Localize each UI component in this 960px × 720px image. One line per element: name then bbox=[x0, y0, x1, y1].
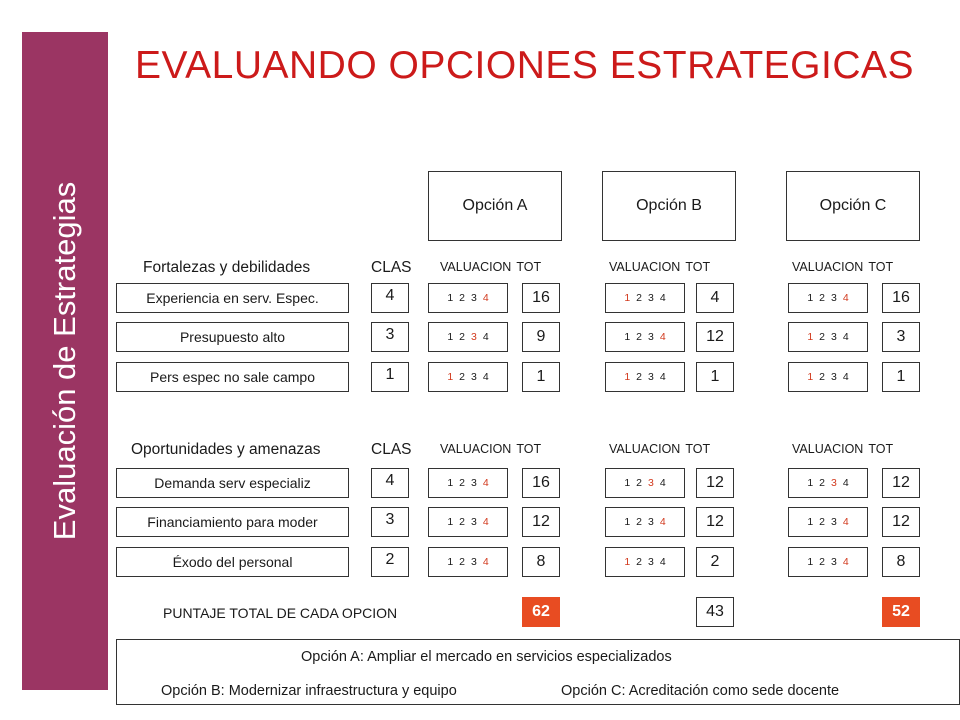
clas-value: 4 bbox=[371, 283, 409, 313]
valuacion-tot-header bbox=[609, 442, 710, 456]
tot-label: TOT bbox=[685, 442, 711, 456]
valuacion-tot-header bbox=[609, 260, 710, 274]
scale-digit: 3 bbox=[831, 516, 837, 528]
option-total-cell: 12 bbox=[696, 507, 734, 537]
rating-scale bbox=[788, 362, 868, 392]
scale-digit: 1 bbox=[807, 371, 814, 383]
scale-digit: 4 bbox=[842, 331, 849, 343]
option-header-b: Opción B bbox=[602, 171, 736, 241]
option-total-cell: 9 bbox=[522, 322, 560, 352]
scale-digit: 1 bbox=[447, 477, 454, 489]
valuacion-label: VALUACION bbox=[792, 260, 864, 274]
valuacion-label: VALUACION bbox=[609, 260, 681, 274]
page-title: EVALUANDO OPCIONES ESTRATEGICAS bbox=[135, 44, 915, 87]
scale-digit: 1 bbox=[807, 331, 814, 343]
scale-digit: 2 bbox=[459, 477, 465, 489]
scale-digit: 2 bbox=[459, 371, 465, 383]
valuacion-tot-header bbox=[792, 442, 893, 456]
scale-digit: 4 bbox=[482, 556, 489, 568]
scale-digit: 1 bbox=[807, 556, 814, 568]
scale-digit: 2 bbox=[636, 477, 642, 489]
clas-value: 1 bbox=[371, 362, 409, 392]
total-score-label: PUNTAJE TOTAL DE CADA OPCION bbox=[163, 605, 398, 621]
valuacion-tot-header bbox=[440, 260, 541, 274]
option-total-cell: 16 bbox=[882, 283, 920, 313]
option-total-cell: 2 bbox=[696, 547, 734, 577]
scale-digit: 3 bbox=[831, 292, 837, 304]
scale-digit: 1 bbox=[447, 516, 454, 528]
option-total-cell: 12 bbox=[882, 468, 920, 498]
scale-digit: 4 bbox=[842, 556, 849, 568]
scale-digit: 1 bbox=[624, 292, 631, 304]
rating-scale bbox=[605, 507, 685, 537]
section-header: Oportunidades y amenazas bbox=[131, 441, 321, 458]
scale-digit: 1 bbox=[447, 556, 454, 568]
tot-label: TOT bbox=[868, 260, 894, 274]
clas-value: 3 bbox=[371, 322, 409, 352]
legend-option-b: Opción B: Modernizar infraestructura y equipo bbox=[161, 683, 457, 699]
scale-digit: 4 bbox=[659, 331, 666, 343]
scale-digit: 4 bbox=[482, 331, 489, 343]
scale-digit: 2 bbox=[819, 371, 825, 383]
scale-digit: 2 bbox=[636, 331, 642, 343]
total-score-b: 43 bbox=[696, 597, 734, 627]
option-total-cell: 8 bbox=[882, 547, 920, 577]
scale-digit: 3 bbox=[831, 556, 837, 568]
scale-digit: 3 bbox=[648, 516, 654, 528]
rating-scale bbox=[788, 547, 868, 577]
scale-digit: 2 bbox=[459, 516, 465, 528]
scale-digit: 4 bbox=[842, 292, 849, 304]
scale-digit: 2 bbox=[636, 371, 642, 383]
rating-scale bbox=[605, 283, 685, 313]
scale-digit: 1 bbox=[447, 292, 454, 304]
scale-digit: 1 bbox=[624, 477, 631, 489]
valuacion-tot-header bbox=[792, 260, 893, 274]
rating-scale bbox=[428, 547, 508, 577]
criterion-label: Financiamiento para moder bbox=[116, 507, 349, 537]
scale-digit: 2 bbox=[459, 292, 465, 304]
scale-digit: 2 bbox=[636, 292, 642, 304]
rating-scale bbox=[788, 468, 868, 498]
option-total-cell: 12 bbox=[522, 507, 560, 537]
scale-digit: 4 bbox=[842, 477, 849, 489]
scale-digit: 4 bbox=[482, 516, 489, 528]
scale-digit: 2 bbox=[459, 556, 465, 568]
clas-header: CLAS bbox=[371, 441, 412, 458]
option-total-cell: 12 bbox=[882, 507, 920, 537]
scale-digit: 3 bbox=[471, 371, 477, 383]
valuacion-label: VALUACION bbox=[440, 260, 512, 274]
scale-digit: 4 bbox=[842, 516, 849, 528]
scale-digit: 3 bbox=[648, 371, 654, 383]
option-total-cell: 12 bbox=[696, 322, 734, 352]
valuacion-label: VALUACION bbox=[609, 442, 681, 456]
scale-digit: 3 bbox=[831, 477, 837, 489]
option-total-cell: 1 bbox=[882, 362, 920, 392]
tot-label: TOT bbox=[685, 260, 711, 274]
total-score-c: 52 bbox=[882, 597, 920, 627]
scale-digit: 4 bbox=[482, 292, 489, 304]
clas-value: 3 bbox=[371, 507, 409, 537]
scale-digit: 3 bbox=[831, 331, 837, 343]
sidebar-label: Evaluación de Estrategias bbox=[47, 181, 82, 541]
criterion-label: Experiencia en serv. Espec. bbox=[116, 283, 349, 313]
scale-digit: 4 bbox=[482, 477, 489, 489]
scale-digit: 2 bbox=[819, 292, 825, 304]
rating-scale bbox=[605, 322, 685, 352]
option-total-cell: 1 bbox=[522, 362, 560, 392]
scale-digit: 2 bbox=[819, 477, 825, 489]
scale-digit: 2 bbox=[636, 516, 642, 528]
section-header: Fortalezas y debilidades bbox=[143, 259, 311, 276]
scale-digit: 4 bbox=[659, 292, 666, 304]
option-header-a: Opción A bbox=[428, 171, 562, 241]
scale-digit: 2 bbox=[819, 556, 825, 568]
option-total-cell: 4 bbox=[696, 283, 734, 313]
scale-digit: 1 bbox=[624, 371, 631, 383]
scale-digit: 1 bbox=[447, 371, 454, 383]
scale-digit: 2 bbox=[819, 331, 825, 343]
rating-scale bbox=[428, 322, 508, 352]
criterion-label: Demanda serv especializ bbox=[116, 468, 349, 498]
rating-scale bbox=[428, 468, 508, 498]
clas-value: 2 bbox=[371, 547, 409, 577]
scale-digit: 4 bbox=[659, 516, 666, 528]
scale-digit: 3 bbox=[471, 292, 477, 304]
scale-digit: 3 bbox=[648, 331, 654, 343]
scale-digit: 3 bbox=[648, 556, 654, 568]
rating-scale bbox=[788, 283, 868, 313]
legend-option-a: Opción A: Ampliar el mercado en servicios especializados bbox=[301, 649, 672, 665]
scale-digit: 1 bbox=[624, 556, 631, 568]
scale-digit: 3 bbox=[648, 292, 654, 304]
option-total-cell: 3 bbox=[882, 322, 920, 352]
rating-scale bbox=[605, 362, 685, 392]
scale-digit: 3 bbox=[648, 477, 654, 489]
scale-digit: 3 bbox=[471, 477, 477, 489]
rating-scale bbox=[605, 547, 685, 577]
scale-digit: 1 bbox=[447, 331, 454, 343]
rating-scale bbox=[788, 322, 868, 352]
rating-scale bbox=[605, 468, 685, 498]
scale-digit: 1 bbox=[807, 292, 814, 304]
scale-digit: 3 bbox=[831, 371, 837, 383]
clas-header: CLAS bbox=[371, 259, 412, 276]
criterion-label: Éxodo del personal bbox=[116, 547, 349, 577]
scale-digit: 3 bbox=[471, 556, 477, 568]
criterion-label: Pers espec no sale campo bbox=[116, 362, 349, 392]
options-legend bbox=[116, 639, 960, 705]
valuacion-label: VALUACION bbox=[792, 442, 864, 456]
total-score-a: 62 bbox=[522, 597, 560, 627]
scale-digit: 1 bbox=[807, 477, 814, 489]
option-total-cell: 16 bbox=[522, 468, 560, 498]
valuacion-tot-header bbox=[440, 442, 541, 456]
option-total-cell: 16 bbox=[522, 283, 560, 313]
scale-digit: 4 bbox=[659, 477, 666, 489]
scale-digit: 1 bbox=[807, 516, 814, 528]
clas-value: 4 bbox=[371, 468, 409, 498]
rating-scale bbox=[428, 362, 508, 392]
option-total-cell: 1 bbox=[696, 362, 734, 392]
scale-digit: 4 bbox=[659, 556, 666, 568]
tot-label: TOT bbox=[516, 442, 542, 456]
valuacion-label: VALUACION bbox=[440, 442, 512, 456]
rating-scale bbox=[428, 507, 508, 537]
rating-scale bbox=[428, 283, 508, 313]
rating-scale bbox=[788, 507, 868, 537]
option-header-c: Opción C bbox=[786, 171, 920, 241]
scale-digit: 1 bbox=[624, 516, 631, 528]
tot-label: TOT bbox=[516, 260, 542, 274]
scale-digit: 3 bbox=[471, 516, 477, 528]
scale-digit: 2 bbox=[459, 331, 465, 343]
option-total-cell: 8 bbox=[522, 547, 560, 577]
legend-option-c: Opción C: Acreditación como sede docente bbox=[561, 683, 840, 699]
option-total-cell: 12 bbox=[696, 468, 734, 498]
scale-digit: 1 bbox=[624, 331, 631, 343]
scale-digit: 4 bbox=[482, 371, 489, 383]
criterion-label: Presupuesto alto bbox=[116, 322, 349, 352]
tot-label: TOT bbox=[868, 442, 894, 456]
scale-digit: 4 bbox=[659, 371, 666, 383]
scale-digit: 4 bbox=[842, 371, 849, 383]
scale-digit: 3 bbox=[471, 331, 477, 343]
scale-digit: 2 bbox=[819, 516, 825, 528]
scale-digit: 2 bbox=[636, 556, 642, 568]
